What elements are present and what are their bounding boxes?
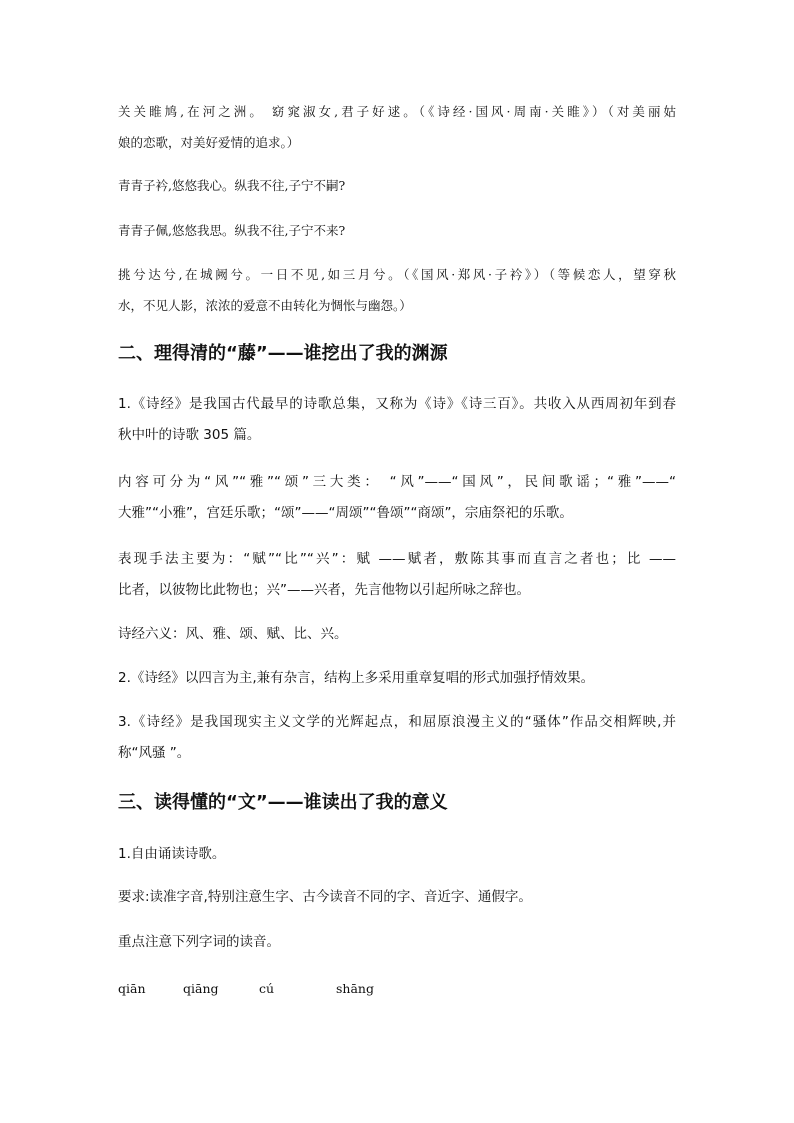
text-line: 诗经六义：风、雅、颂、赋、比、兴。 xyxy=(118,626,348,642)
text-line: 称“风骚 ”。 xyxy=(118,745,191,761)
text-line: 水，不见人影，浓浓的爱意不由转化为惆怅与幽怨。） xyxy=(118,298,412,313)
text-line: 大雅”“小雅”，宫廷乐歌；“颂”——“周颂”“鲁颂”“商颂”，宗庙祭祀的乐歌。 xyxy=(118,505,573,521)
text-line: 表现手法主要为：“赋”“比”“兴”：赋 ——赋者，敷陈其事而直言之者也；比 —— xyxy=(118,551,676,567)
paragraph-four-character xyxy=(118,663,676,694)
pinyin-item: qiāng xyxy=(183,981,219,996)
pinyin-item: shāng xyxy=(336,981,374,996)
text-line: 青青子佩,悠悠我思。纵我不往,子宁不来? xyxy=(118,223,346,238)
poem-guanju xyxy=(118,96,676,158)
text-line: 青青子衿,悠悠我心。纵我不往,子宁不嗣? xyxy=(118,178,346,193)
paragraph-techniques xyxy=(118,544,676,606)
paragraph-pronunciation-note xyxy=(118,927,676,958)
text-line: 要求:读准字音,特别注意生字、古今读音不同的字、音近字、通假字。 xyxy=(118,889,532,905)
paragraph-shijing-intro xyxy=(118,389,676,451)
paragraph-requirements xyxy=(118,882,676,913)
poem-zijin-line-2 xyxy=(118,215,676,246)
section-2-heading: 二、理得清的“藤”——谁挖出了我的渊源 xyxy=(118,343,448,364)
paragraph-content-categories xyxy=(118,467,676,529)
text-line: 内容可分为“风”“雅”“颂”三大类： “风”——“国风”，民间歌谣；“雅”——“ xyxy=(118,474,676,490)
section-3-heading: 三、读得懂的“文”——谁读出了我的意义 xyxy=(118,792,448,813)
text-line: 比者，以彼物比此物也；兴”——兴者，先言他物以引起所咏之辞也。 xyxy=(118,582,530,598)
poem-zijin-line-3 xyxy=(118,259,676,321)
text-line: 重点注意下列字词的读音。 xyxy=(118,934,280,950)
paragraph-six-principles xyxy=(118,619,676,650)
paragraph-recite xyxy=(118,839,676,870)
paragraph-fengsao xyxy=(118,707,676,769)
text-line: 1.《诗经》是我国古代最早的诗歌总集，又称为《诗》《诗三百》。共收入从西周初年到春 xyxy=(118,396,676,412)
pinyin-row xyxy=(0,973,794,1004)
poem-zijin-line-1 xyxy=(118,170,676,201)
text-line: 关关睢鸠,在河之洲。 窈窕淑女,君子好逑。（《诗经·国风·周南·关睢》）（对美丽姑 xyxy=(118,104,676,119)
text-line: 3.《诗经》是我国现实主义文学的光辉起点，和屈原浪漫主义的“骚体”作品交相辉映,并 xyxy=(118,714,676,730)
pinyin-item: qiān xyxy=(118,981,146,996)
text-line: 娘的恋歌，对美好爱情的追求。） xyxy=(118,135,300,150)
text-line: 1.自由诵读诗歌。 xyxy=(118,846,226,862)
text-line: 秋中叶的诗歌 305 篇。 xyxy=(118,427,261,443)
text-line: 挑兮达兮,在城阙兮。一日不见,如三月兮。（《国风·郑风·子衿》）（等候恋人，望穿秋 xyxy=(118,267,676,282)
pinyin-item: cú xyxy=(259,981,275,996)
text-line: 2.《诗经》以四言为主,兼有杂言，结构上多采用重章复唱的形式加强抒情效果。 xyxy=(118,670,595,686)
